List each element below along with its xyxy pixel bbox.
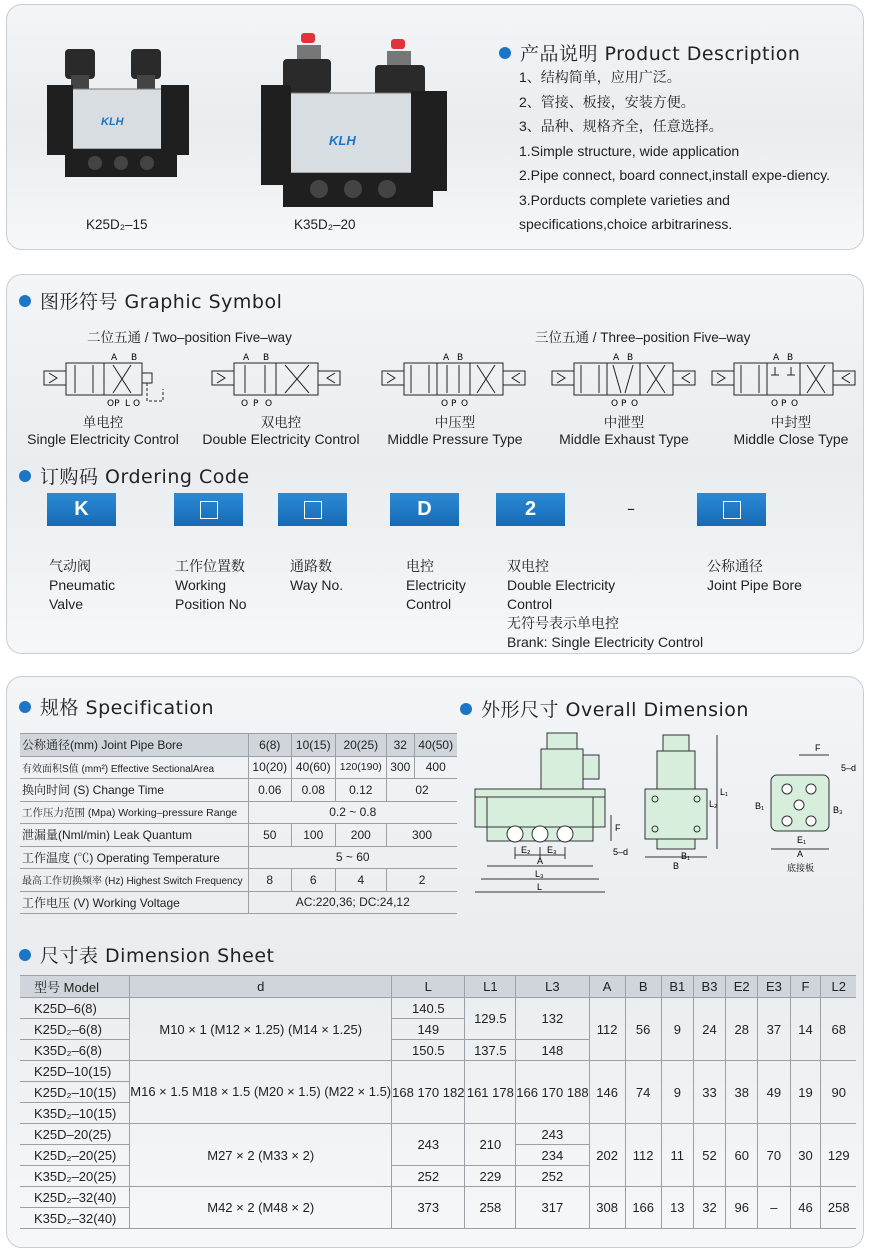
table-cell: 14 — [790, 998, 821, 1061]
thread-cell: M10 × 1 (M12 × 1.25) (M14 × 1.25) — [130, 998, 392, 1061]
product-description-list — [519, 65, 830, 237]
table-cell: B — [625, 976, 661, 998]
bullet-icon — [499, 47, 511, 59]
middle-exhaust-symbol — [551, 349, 696, 411]
code-box-bore — [697, 493, 766, 526]
table-cell: 258 — [465, 1187, 516, 1229]
svg-text:B: B — [457, 353, 464, 363]
table-cell: 型号 Model — [20, 976, 130, 998]
table-cell: 30 — [790, 1124, 821, 1187]
svg-text:B: B — [131, 353, 138, 363]
table-cell: 234 — [516, 1145, 589, 1166]
table-cell: 70 — [758, 1124, 790, 1187]
svg-text:F: F — [815, 743, 821, 753]
symbol-ordering-panel — [6, 274, 864, 654]
table-cell: L1 — [465, 976, 516, 998]
table-cell: 100 — [292, 824, 336, 847]
table-cell: L2 — [821, 976, 856, 998]
symbol-en-label: Middle Exhaust Type — [559, 431, 689, 447]
table-cell: 168 170 182 — [392, 1061, 465, 1124]
svg-text:B₃: B₃ — [833, 805, 843, 815]
table-cell: L3 — [516, 976, 589, 998]
middle-pressure-symbol — [381, 349, 526, 411]
thread-cell: M16 × 1.5 M18 × 1.5 (M20 × 1.5) (M22 × 1.5) — [130, 1061, 392, 1124]
table-cell: 0.08 — [292, 779, 336, 802]
code-desc-valve: 气动阀 Pneumatic Valve — [49, 558, 116, 612]
table-cell: 泄漏量(Nml/min) Leak Quantum — [20, 824, 248, 847]
svg-text:P: P — [781, 399, 787, 407]
two-position-title: 二位五通 / Two–position Five–way — [87, 330, 292, 345]
description-line: 3、品种、规格齐全，任意选择。 — [519, 118, 723, 134]
table-row — [20, 801, 457, 824]
svg-text:O: O — [461, 399, 469, 407]
table-cell: 229 — [465, 1166, 516, 1187]
svg-text:B₁: B₁ — [755, 801, 765, 811]
svg-text:5–d: 5–d — [613, 847, 629, 857]
svg-text:P: P — [253, 399, 259, 407]
dimension-sheet-heading: 尺寸表 Dimension Sheet — [19, 941, 275, 968]
svg-text:B: B — [263, 353, 270, 363]
overall-dimension-heading: 外形尺寸 Overall Dimension — [460, 695, 749, 722]
svg-text:L₁: L₁ — [720, 787, 729, 797]
svg-text:E₂: E₂ — [521, 845, 531, 855]
table-cell: 112 — [625, 1124, 661, 1187]
table-cell: 90 — [821, 1061, 856, 1124]
table-cell: 32 — [693, 1187, 725, 1229]
table-cell: d — [130, 976, 392, 998]
table-cell: 33 — [693, 1061, 725, 1124]
model-cell: K25D₂–20(25) — [20, 1145, 130, 1166]
table-row — [20, 976, 856, 998]
table-cell: 9 — [661, 1061, 693, 1124]
bullet-icon — [19, 701, 31, 713]
table-cell: 0.2 ~ 0.8 — [248, 801, 457, 824]
code-box-double: 2 — [496, 493, 565, 526]
table-cell: A — [589, 976, 625, 998]
svg-text:L: L — [125, 399, 131, 407]
svg-text:A: A — [613, 353, 620, 363]
table-cell: 工作电压 (V) Working Voltage — [20, 891, 248, 914]
table-cell: 161 178 — [465, 1061, 516, 1124]
product-description-heading: 产品说明 Product Description — [499, 39, 800, 66]
table-cell: 56 — [625, 998, 661, 1061]
code-box-control: D — [390, 493, 459, 526]
svg-text:B: B — [673, 861, 680, 871]
model-cell: K25D–20(25) — [20, 1124, 130, 1145]
table-cell: 68 — [821, 998, 856, 1061]
bullet-icon — [19, 470, 31, 482]
svg-text:L₂: L₂ — [709, 799, 718, 809]
table-cell: 60 — [726, 1124, 758, 1187]
svg-text:OP: OP — [107, 399, 120, 407]
code-dash: – — [627, 499, 635, 518]
table-cell: 132 — [516, 998, 589, 1040]
model-label-k35: K35D₂–20 — [294, 217, 356, 232]
table-cell: – — [758, 1187, 790, 1229]
svg-text:A: A — [797, 849, 804, 859]
table-cell: E2 — [726, 976, 758, 998]
svg-text:O: O — [611, 399, 619, 407]
table-cell: B1 — [661, 976, 693, 998]
model-cell: K35D₂–6(8) — [20, 1040, 130, 1061]
symbol-cn-label: 中泄型 — [603, 415, 645, 431]
svg-text:底接板: 底接板 — [787, 863, 815, 873]
svg-text:O: O — [265, 399, 273, 407]
table-cell: 243 — [516, 1124, 589, 1145]
table-cell: 有效面积S值 (mm²) Effective SectionalArea — [20, 756, 248, 779]
table-cell: 32 — [387, 734, 414, 757]
svg-text:A: A — [443, 353, 450, 363]
specification-heading: 规格 Specification — [19, 693, 214, 720]
svg-text:E₃: E₃ — [547, 845, 557, 855]
table-cell: 24 — [693, 998, 725, 1061]
single-control-symbol — [43, 349, 188, 411]
code-desc-way: 通路数 Way No. — [290, 558, 344, 593]
table-cell: 公称通径(mm) Joint Pipe Bore — [20, 734, 248, 757]
table-cell: 200 — [335, 824, 387, 847]
table-row — [20, 1124, 856, 1145]
table-row — [20, 1187, 856, 1208]
bullet-icon — [460, 703, 472, 715]
table-cell: 74 — [625, 1061, 661, 1124]
svg-text:P: P — [621, 399, 627, 407]
svg-text:O: O — [631, 399, 639, 407]
table-cell: 300 — [387, 756, 414, 779]
brand-logo: KLH — [101, 116, 124, 128]
model-cell: K35D₂–20(25) — [20, 1166, 130, 1187]
model-cell: K25D₂–10(15) — [20, 1082, 130, 1103]
symbol-cn-label: 中封型 — [770, 415, 812, 431]
table-cell: 02 — [387, 779, 457, 802]
table-row — [20, 1061, 856, 1082]
symbol-cn-label: 单电控 — [82, 415, 124, 431]
table-cell: 最高工作切换频率 (Hz) Highest Switch Frequency — [20, 869, 248, 892]
svg-text:O: O — [133, 399, 141, 407]
table-cell: L — [392, 976, 465, 998]
k35-valve-image — [253, 25, 453, 219]
table-cell: 373 — [392, 1187, 465, 1229]
empty-slot-icon — [723, 501, 741, 519]
svg-text:P: P — [451, 399, 457, 407]
table-cell: 137.5 — [465, 1040, 516, 1061]
table-row — [20, 734, 457, 757]
product-description-panel — [6, 4, 864, 250]
thread-cell: M42 × 2 (M48 × 2) — [130, 1187, 392, 1229]
three-position-title: 三位五通 / Three–position Five–way — [535, 330, 751, 345]
code-desc-bore: 公称通径 Joint Pipe Bore — [707, 558, 802, 593]
svg-text:A: A — [537, 856, 544, 866]
model-cell: K35D₂–10(15) — [20, 1103, 130, 1124]
dimension-table — [20, 975, 856, 1229]
table-cell: 210 — [465, 1124, 516, 1166]
svg-text:A: A — [773, 353, 780, 363]
svg-text:F: F — [615, 823, 621, 833]
k25-valve-image — [43, 45, 193, 189]
ordering-code-heading: 订购码 Ordering Code — [19, 462, 250, 489]
table-row — [20, 846, 457, 869]
table-row — [20, 756, 457, 779]
table-cell: 2 — [387, 869, 457, 892]
table-cell: E3 — [758, 976, 790, 998]
table-cell: 20(25) — [335, 734, 387, 757]
symbol-cn-label: 双电控 — [260, 415, 302, 431]
specification-table — [20, 733, 457, 914]
table-cell: 50 — [248, 824, 292, 847]
table-cell: 4 — [335, 869, 387, 892]
table-cell: 换向时间 (S) Change Time — [20, 779, 248, 802]
bullet-icon — [19, 295, 31, 307]
middle-close-symbol — [711, 349, 856, 411]
svg-text:A: A — [243, 353, 250, 363]
table-cell: 工作压力范围 (Mpa) Working–pressure Range — [20, 801, 248, 824]
table-cell: 166 — [625, 1187, 661, 1229]
code-desc-position: 工作位置数 Working Position No — [175, 558, 247, 612]
svg-text:E₁: E₁ — [797, 835, 807, 845]
svg-text:5–d: 5–d — [841, 763, 857, 773]
table-cell: 40(60) — [292, 756, 336, 779]
svg-text:B₁: B₁ — [681, 851, 691, 861]
model-cell: K25D–6(8) — [20, 998, 130, 1019]
table-cell: 258 — [821, 1187, 856, 1229]
table-cell: 129.5 — [465, 998, 516, 1040]
brand-logo: KLH — [329, 133, 356, 148]
table-cell: 6 — [292, 869, 336, 892]
table-cell: 0.12 — [335, 779, 387, 802]
description-line: 1.Simple structure, wide application — [519, 142, 740, 159]
table-cell: 300 — [387, 824, 457, 847]
table-cell: 13 — [661, 1187, 693, 1229]
code-box-position — [174, 493, 243, 526]
table-row — [20, 869, 457, 892]
symbol-en-label: Single Electricity Control — [27, 431, 179, 447]
svg-text:A: A — [111, 353, 118, 363]
description-line: 1、结构简单，应用广泛。 — [519, 69, 681, 85]
table-cell: 9 — [661, 998, 693, 1061]
table-cell: 96 — [726, 1187, 758, 1229]
table-row — [20, 824, 457, 847]
table-cell: 202 — [589, 1124, 625, 1187]
overall-dimension-drawing — [465, 725, 860, 915]
table-cell: 0.06 — [248, 779, 292, 802]
svg-text:O: O — [771, 399, 779, 407]
table-row — [20, 779, 457, 802]
svg-text:L₃: L₃ — [535, 869, 544, 879]
table-cell: F — [790, 976, 821, 998]
thread-cell: M27 × 2 (M33 × 2) — [130, 1124, 392, 1187]
table-cell: 120(190) — [335, 756, 387, 779]
table-cell: 243 — [392, 1124, 465, 1166]
table-cell: 140.5 — [392, 998, 465, 1019]
empty-slot-icon — [304, 501, 322, 519]
model-cell: K25D–10(15) — [20, 1061, 130, 1082]
empty-slot-icon — [200, 501, 218, 519]
table-cell: 166 170 188 — [516, 1061, 589, 1124]
table-cell: 10(15) — [292, 734, 336, 757]
specification-panel — [6, 676, 864, 1248]
description-line: specifications,choice arbitrariness. — [519, 216, 733, 232]
svg-text:B: B — [787, 353, 794, 363]
table-cell: 10(20) — [248, 756, 292, 779]
table-cell: 8 — [248, 869, 292, 892]
table-cell: 49 — [758, 1061, 790, 1124]
model-cell: K35D₂–32(40) — [20, 1208, 130, 1229]
table-cell: 146 — [589, 1061, 625, 1124]
svg-text:O: O — [791, 399, 799, 407]
code-box-valve: K — [47, 493, 116, 526]
table-cell: 112 — [589, 998, 625, 1061]
table-cell: 38 — [726, 1061, 758, 1124]
table-cell: 19 — [790, 1061, 821, 1124]
table-cell: 129 — [821, 1124, 856, 1187]
double-control-symbol — [211, 349, 356, 411]
symbol-en-label: Middle Pressure Type — [387, 431, 523, 447]
svg-text:O: O — [441, 399, 449, 407]
table-cell: 28 — [726, 998, 758, 1061]
svg-text:L: L — [537, 882, 543, 892]
table-cell: 149 — [392, 1019, 465, 1040]
model-label-k25: K25D₂–15 — [86, 217, 148, 232]
table-cell: 6(8) — [248, 734, 292, 757]
table-cell: 37 — [758, 998, 790, 1061]
model-cell: K25D₂–6(8) — [20, 1019, 130, 1040]
table-cell: 308 — [589, 1187, 625, 1229]
table-cell: 工作温度 (℃) Operating Temperature — [20, 846, 248, 869]
bullet-icon — [19, 949, 31, 961]
svg-text:O: O — [241, 399, 249, 407]
code-box-way — [278, 493, 347, 526]
description-line: 2.Pipe connect, board connect,install expe-diency. — [519, 167, 831, 183]
table-cell: 46 — [790, 1187, 821, 1229]
table-cell: B3 — [693, 976, 725, 998]
symbol-en-label: Double Electricity Control — [202, 431, 360, 447]
table-cell: 40(50) — [414, 734, 457, 757]
code-desc-double: 双电控 Double Electricity Control 无符号表示单电控 Brank: Single Electricity Control — [507, 558, 704, 650]
table-cell: 252 — [392, 1166, 465, 1187]
graphic-symbol-heading: 图形符号 Graphic Symbol — [19, 287, 282, 314]
table-cell: AC:220,36; DC:24,12 — [248, 891, 457, 914]
table-cell: 150.5 — [392, 1040, 465, 1061]
table-cell: 11 — [661, 1124, 693, 1187]
model-cell: K25D₂–32(40) — [20, 1187, 130, 1208]
description-line: 2、管接、板接，安装方便。 — [519, 93, 695, 110]
symbol-en-label: Middle Close Type — [733, 431, 849, 447]
table-cell: 400 — [414, 756, 457, 779]
table-cell: 317 — [516, 1187, 589, 1229]
symbol-cn-label: 中压型 — [434, 415, 476, 431]
description-line: 3.Porducts complete varieties and — [519, 191, 730, 208]
table-cell: 252 — [516, 1166, 589, 1187]
table-cell: 148 — [516, 1040, 589, 1061]
table-row — [20, 891, 457, 914]
table-row — [20, 998, 856, 1019]
svg-text:B: B — [627, 353, 634, 363]
code-desc-control: 电控 Electricity Control — [406, 558, 466, 612]
table-cell: 5 ~ 60 — [248, 846, 457, 869]
table-cell: 52 — [693, 1124, 725, 1187]
